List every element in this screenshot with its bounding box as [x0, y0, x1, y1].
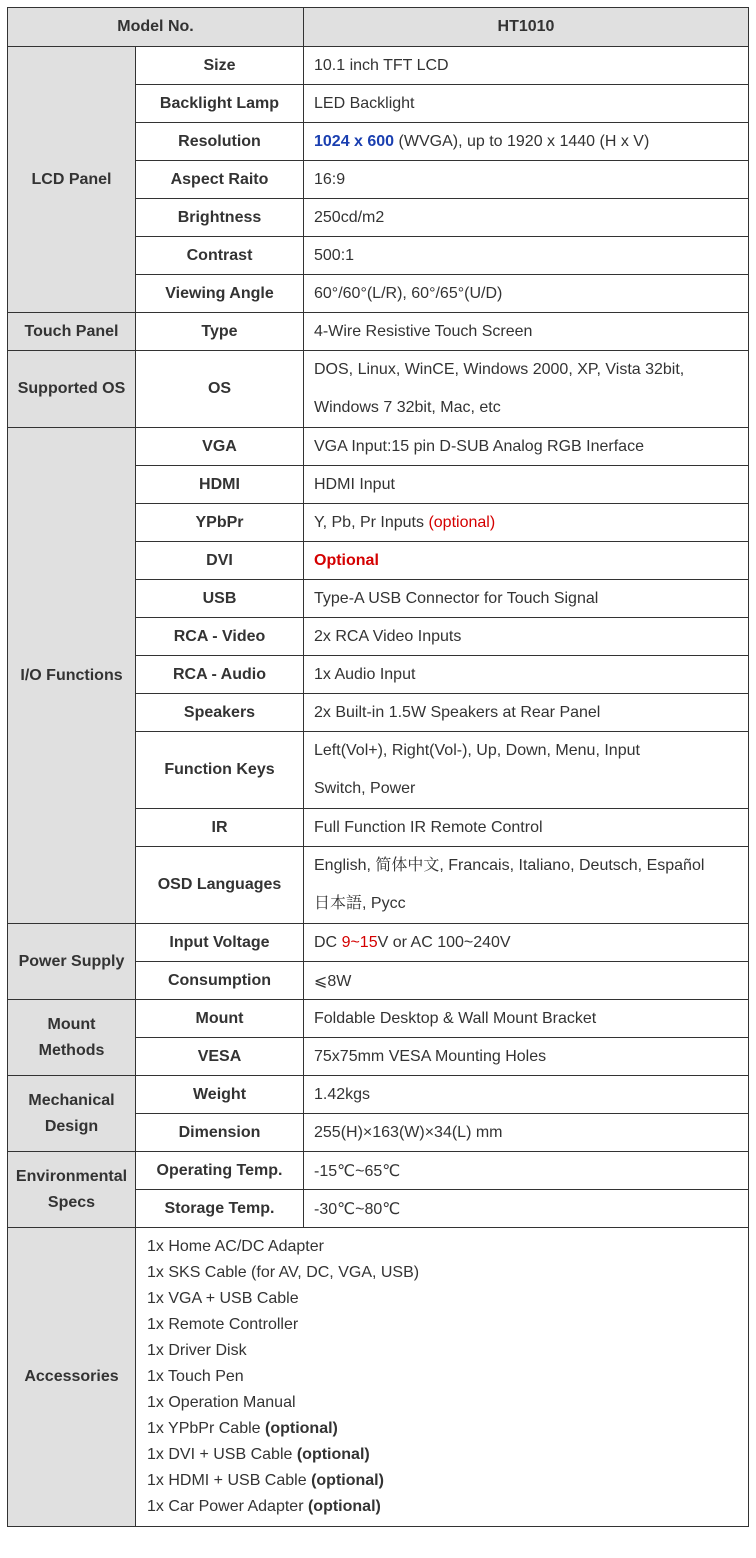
category-line: Specs [47, 1193, 96, 1211]
list-item [147, 1468, 738, 1494]
os-line-2: Windows 7 32bit, Mac, etc [314, 399, 501, 416]
feature-label: Brightness [136, 199, 304, 237]
item-optional: (optional) [265, 1420, 338, 1437]
item-text: 1x HDMI + USB Cable [147, 1472, 312, 1489]
category-power-supply: Power Supply [8, 924, 136, 1000]
list-item [147, 1416, 738, 1442]
model-value: HT1010 [304, 8, 749, 47]
feature-label: Backlight Lamp [136, 85, 304, 123]
item-optional: (optional) [296, 1446, 370, 1463]
spec-row [8, 313, 749, 351]
feature-label: DVI [136, 542, 304, 580]
feature-label: Operating Temp. [136, 1152, 304, 1190]
feature-label: Type [136, 313, 304, 351]
feature-value: 10.1 inch TFT LCD [304, 47, 749, 85]
feature-value: 255(H)×163(W)×34(L) mm [304, 1114, 749, 1152]
osd-line-1: English, 简体中文, Francais, Italiano, Deutsch, Español [314, 857, 705, 874]
voltage-dc-range: 9~15 [341, 933, 378, 951]
list-item: 1x SKS Cable (for AV, DC, VGA, USB) [147, 1264, 420, 1281]
item-optional: (optional) [311, 1472, 384, 1489]
category-touch-panel: Touch Panel [8, 313, 136, 351]
feature-label: Input Voltage [136, 924, 304, 962]
feature-label: Aspect Raito [136, 161, 304, 199]
feature-value: -15℃~65℃ [304, 1152, 749, 1190]
feature-label: YPbPr [136, 504, 304, 542]
spec-row [8, 1076, 749, 1114]
voltage-post: V or AC 100~240V [377, 933, 511, 951]
feature-value: ⩽8W [304, 962, 749, 1000]
spec-row [8, 47, 749, 85]
category-supported-os: Supported OS [8, 351, 136, 428]
feature-value: 250cd/m2 [304, 199, 749, 237]
resolution-rest: (WVGA), up to 1920 x 1440 (H x V) [394, 132, 650, 150]
item-text: 1x Car Power Adapter [147, 1498, 308, 1515]
category-accessories: Accessories [8, 1228, 136, 1527]
spec-row [8, 1228, 749, 1527]
feature-label: Dimension [136, 1114, 304, 1152]
feature-value: 1.42kgs [304, 1076, 749, 1114]
ypbpr-optional: (optional) [428, 513, 496, 531]
feature-label: Viewing Angle [136, 275, 304, 313]
feature-label: Weight [136, 1076, 304, 1114]
feature-value [304, 123, 749, 161]
feature-label: VESA [136, 1038, 304, 1076]
item-text: 1x YPbPr Cable [147, 1420, 265, 1437]
category-line: Design [44, 1117, 99, 1135]
list-item [147, 1494, 738, 1520]
category-lcd-panel: LCD Panel [8, 47, 136, 313]
list-item: 1x Remote Controller [147, 1316, 299, 1333]
category-mount-methods [8, 1000, 136, 1076]
list-item: 1x Operation Manual [147, 1394, 296, 1411]
function-keys-line-1: Left(Vol+), Right(Vol-), Up, Down, Menu, Input [314, 742, 640, 759]
list-item: 1x VGA + USB Cable [147, 1290, 299, 1307]
feature-value: 75x75mm VESA Mounting Holes [304, 1038, 749, 1076]
category-io-functions: I/O Functions [8, 428, 136, 924]
item-text: 1x DVI + USB Cable [147, 1446, 297, 1463]
feature-label: Storage Temp. [136, 1190, 304, 1228]
feature-label: OS [136, 351, 304, 428]
feature-value: 16:9 [304, 161, 749, 199]
feature-label: Resolution [136, 123, 304, 161]
feature-label: Consumption [136, 962, 304, 1000]
feature-label: Mount [136, 1000, 304, 1038]
feature-value [304, 924, 749, 962]
ypbpr-text: Y, Pb, Pr Inputs [314, 513, 429, 531]
feature-value: Optional [304, 542, 749, 580]
feature-value: Full Function IR Remote Control [304, 809, 749, 847]
category-line: Mechanical [28, 1091, 115, 1109]
item-optional: (optional) [307, 1498, 381, 1515]
feature-label: OSD Languages [136, 847, 304, 924]
feature-label: RCA - Audio [136, 656, 304, 694]
feature-label: IR [136, 809, 304, 847]
spec-row [8, 1152, 749, 1190]
category-line: Mount [47, 1015, 96, 1033]
feature-value: VGA Input:15 pin D-SUB Analog RGB Inerface [304, 428, 749, 466]
feature-value: 1x Audio Input [304, 656, 749, 694]
header-row [8, 8, 749, 47]
feature-value: 60°/60°(L/R), 60°/65°(U/D) [304, 275, 749, 313]
model-label: Model No. [8, 8, 304, 47]
voltage-pre: DC [314, 933, 342, 951]
category-line: Methods [38, 1041, 105, 1059]
feature-value: 2x RCA Video Inputs [304, 618, 749, 656]
feature-label: Contrast [136, 237, 304, 275]
feature-value [304, 351, 749, 428]
feature-value: LED Backlight [304, 85, 749, 123]
accessories-list [136, 1228, 749, 1527]
feature-label: Size [136, 47, 304, 85]
feature-value: 500:1 [304, 237, 749, 275]
list-item: 1x Home AC/DC Adapter [147, 1238, 324, 1255]
spec-table [7, 7, 749, 1527]
resolution-native: 1024 x 600 [314, 132, 395, 150]
category-environmental-specs [8, 1152, 136, 1228]
spec-row [8, 351, 749, 428]
feature-label: VGA [136, 428, 304, 466]
feature-value [304, 504, 749, 542]
feature-value: Foldable Desktop & Wall Mount Bracket [304, 1000, 749, 1038]
feature-label: Speakers [136, 694, 304, 732]
feature-value [304, 732, 749, 809]
spec-row [8, 924, 749, 962]
list-item [147, 1442, 738, 1468]
feature-value: Type-A USB Connector for Touch Signal [304, 580, 749, 618]
feature-label: Function Keys [136, 732, 304, 809]
category-line: Environmental [15, 1167, 128, 1185]
feature-value: 2x Built-in 1.5W Speakers at Rear Panel [304, 694, 749, 732]
feature-value: HDMI Input [304, 466, 749, 504]
feature-label: RCA - Video [136, 618, 304, 656]
feature-value [304, 847, 749, 924]
spec-row [8, 428, 749, 466]
function-keys-line-2: Switch, Power [314, 780, 416, 797]
list-item: 1x Touch Pen [147, 1368, 244, 1385]
feature-value: 4-Wire Resistive Touch Screen [304, 313, 749, 351]
osd-line-2: 日本語, Pycc [314, 895, 406, 912]
category-mechanical-design [8, 1076, 136, 1152]
os-line-1: DOS, Linux, WinCE, Windows 2000, XP, Vista 32bit, [314, 361, 685, 378]
feature-value: -30℃~80℃ [304, 1190, 749, 1228]
list-item: 1x Driver Disk [147, 1342, 247, 1359]
feature-label: USB [136, 580, 304, 618]
feature-label: HDMI [136, 466, 304, 504]
spec-row [8, 1000, 749, 1038]
